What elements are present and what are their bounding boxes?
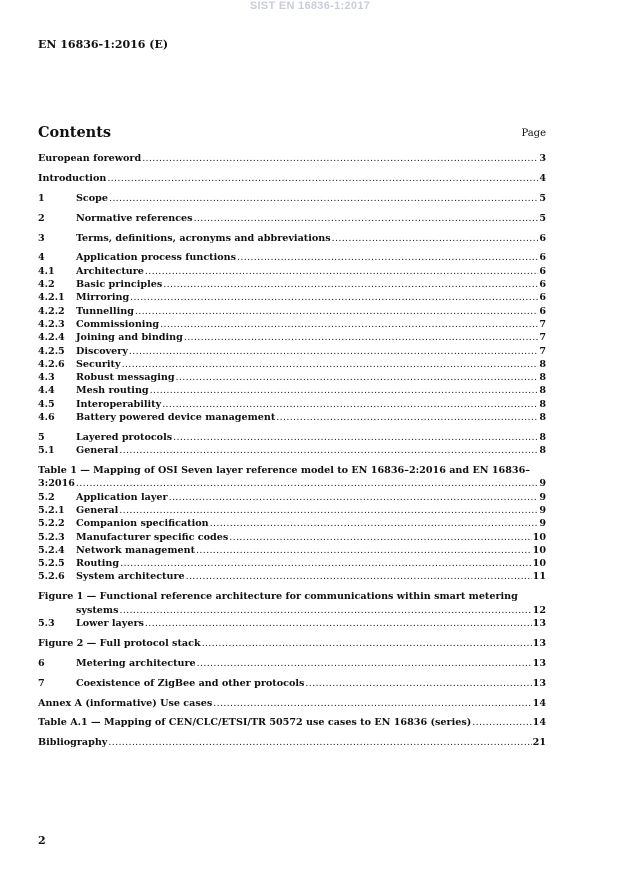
toc-entry-title: Manufacturer specific codes [76, 531, 229, 543]
toc-entry-page: 7 [539, 318, 546, 330]
toc-entry-number: 5.2.6 [38, 571, 65, 583]
toc-leader-dots [472, 716, 531, 729]
toc-entry-title: Application layer [76, 491, 168, 503]
toc-entry-number: 4.2.6 [38, 358, 65, 370]
toc-entry[interactable] [38, 251, 546, 264]
toc-entry[interactable] [38, 265, 546, 278]
toc-entry-page: 6 [539, 292, 546, 304]
toc-entry[interactable] [38, 570, 546, 583]
toc-leader-dots [176, 371, 539, 384]
toc-leader-dots [119, 444, 538, 457]
toc-entry[interactable] [38, 504, 546, 517]
toc-entry-page: 5 [539, 192, 546, 204]
toc-entry-number: 4.1 [38, 265, 55, 277]
toc-entry[interactable] [38, 544, 546, 557]
toc-entry-title: Terms, definitions, acronyms and abbreviations [76, 232, 331, 244]
toc-entry-page: 10 [532, 558, 546, 570]
toc-entry-page: 14 [532, 697, 546, 709]
toc-entry-page: 8 [539, 398, 546, 410]
toc-entry[interactable] [38, 291, 546, 304]
toc-leader-dots [196, 544, 532, 557]
toc-leader-dots [210, 517, 539, 530]
toc-entry-title: Scope [76, 192, 108, 204]
toc-entry[interactable] [38, 384, 546, 397]
toc-entry-number: 5.2.4 [38, 544, 65, 556]
toc-entry-page: 5 [539, 212, 546, 224]
toc-leader-dots [122, 358, 539, 371]
toc-leader-dots [120, 557, 532, 570]
toc-entry-page: 12 [532, 604, 546, 616]
toc-entry-number: 7 [38, 677, 45, 689]
toc-entry-title: Introduction [38, 172, 107, 184]
toc-leader-dots [197, 657, 532, 670]
toc-entry-number: 4.2.3 [38, 318, 65, 330]
document-id: EN 16836-1:2016 (E) [38, 38, 169, 51]
toc-entry[interactable] [38, 331, 546, 344]
toc-entry-title-line1[interactable]: Figure 1 — Functional reference architecture for communications within smart metering [38, 591, 518, 603]
toc-entry-title: Mirroring [76, 292, 130, 304]
toc-entry-number: 3 [38, 232, 45, 244]
toc-leader-dots [130, 291, 538, 304]
toc-leader-dots [186, 570, 532, 583]
toc-entry-title: Normative references [76, 212, 193, 224]
toc-entry-number: 5.2.5 [38, 558, 65, 570]
toc-entry-page: 10 [532, 544, 546, 556]
toc-entry-number: 5.2.3 [38, 531, 65, 543]
toc-leader-dots [305, 677, 531, 690]
toc-leader-dots [237, 251, 538, 264]
toc-entry[interactable] [38, 431, 546, 444]
toc-leader-dots [184, 331, 538, 344]
toc-leader-dots [150, 384, 539, 397]
table-of-contents [38, 152, 546, 750]
toc-entry-page: 7 [539, 345, 546, 357]
toc-entry[interactable] [38, 152, 546, 165]
toc-entry-number: 4.2.4 [38, 332, 65, 344]
toc-entry-number: 4.2 [38, 279, 55, 291]
toc-entry[interactable] [38, 677, 546, 690]
toc-leader-dots [119, 504, 538, 517]
toc-entry-title: General [76, 445, 119, 457]
toc-entry-page: 6 [539, 305, 546, 317]
toc-entry-page: 3 [539, 153, 546, 164]
toc-entry-page: 11 [532, 571, 546, 583]
toc-entry-title: Routing [76, 558, 120, 570]
toc-entry-page: 4 [539, 172, 546, 184]
toc-entry[interactable] [38, 517, 546, 530]
toc-entry-page: 8 [539, 372, 546, 384]
toc-entry-page: 13 [532, 677, 546, 689]
toc-entry[interactable] [38, 192, 546, 205]
toc-entry-number: 5 [38, 431, 45, 443]
toc-entry[interactable] [38, 411, 546, 424]
page-column-label: Page [521, 128, 546, 139]
toc-leader-dots [163, 278, 538, 291]
toc-entry-title: Network management [76, 544, 196, 556]
toc-entry-page: 13 [532, 617, 546, 629]
toc-entry-title: Joining and binding [76, 332, 183, 344]
toc-leader-dots [202, 637, 532, 650]
toc-entry[interactable] [38, 172, 546, 185]
toc-leader-dots [213, 697, 531, 710]
toc-leader-dots [108, 736, 531, 749]
toc-entry-page: 10 [532, 531, 546, 543]
toc-entry-title: Robust messaging [76, 372, 175, 384]
toc-entry-number: 5.2.1 [38, 504, 65, 516]
toc-entry-page: 21 [532, 737, 546, 749]
toc-leader-dots [229, 531, 531, 544]
toc-entry[interactable] [38, 736, 546, 749]
toc-entry-title: Bibliography [38, 737, 108, 749]
page-number: 2 [38, 834, 46, 847]
toc-entry-page: 8 [539, 445, 546, 457]
toc-entry-number: 2 [38, 212, 45, 224]
toc-entry-title: Lower layers [76, 617, 144, 629]
toc-entry[interactable] [38, 531, 546, 544]
toc-entry-page: 9 [539, 491, 546, 503]
toc-entry-page: 6 [539, 265, 546, 277]
toc-entry[interactable] [38, 477, 546, 490]
toc-entry-title: Table A.1 — Mapping of CEN/CLC/ETSI/TR 50572 use cases to EN 16836 (series) [38, 717, 472, 729]
toc-entry-page: 9 [539, 518, 546, 530]
toc-leader-dots [129, 345, 538, 358]
toc-entry-title: Annex A (informative) Use cases [38, 697, 213, 709]
toc-entry[interactable] [38, 637, 546, 650]
toc-entry-title: Basic principles [76, 279, 163, 291]
toc-entry-number: 4.2.5 [38, 345, 65, 357]
toc-entry-number: 4.5 [38, 398, 55, 410]
toc-leader-dots [145, 617, 532, 630]
toc-leader-dots [194, 212, 539, 225]
toc-entry[interactable] [38, 604, 546, 617]
toc-entry-title: Tunnelling [76, 305, 134, 317]
toc-leader-dots [169, 491, 539, 504]
toc-entry-page: 8 [539, 431, 546, 443]
toc-entry-title: System architecture [76, 571, 185, 583]
toc-entry-number: 4 [38, 252, 45, 264]
toc-entry-number: 6 [38, 657, 45, 669]
toc-entry-title: Application process functions [76, 252, 237, 264]
toc-entry-number: 4.3 [38, 372, 55, 384]
toc-entry-number: 4.2.1 [38, 292, 65, 304]
toc-entry[interactable] [38, 318, 546, 331]
watermark: SIST EN 16836-1:2017 [249, 0, 371, 12]
toc-entry[interactable] [38, 697, 546, 710]
toc-entry-number: 5.2 [38, 491, 55, 503]
toc-leader-dots [76, 477, 538, 490]
toc-entry-page: 13 [532, 637, 546, 649]
toc-entry-title: Commissioning [76, 318, 160, 330]
toc-entry[interactable] [38, 305, 546, 318]
toc-leader-dots [332, 232, 539, 245]
toc-leader-dots [160, 318, 538, 331]
toc-entry[interactable] [38, 371, 546, 384]
contents-heading: Contents [38, 124, 112, 141]
toc-leader-dots [145, 265, 538, 278]
toc-entry-title: European foreword [38, 153, 142, 164]
toc-entry-title: Discovery [76, 345, 128, 357]
toc-entry-title: Battery powered device management [76, 412, 276, 424]
toc-entry[interactable] [38, 716, 546, 729]
toc-entry-title: Interoperability [76, 398, 162, 410]
toc-entry[interactable] [38, 212, 546, 225]
toc-leader-dots [119, 604, 531, 617]
toc-entry[interactable] [38, 345, 546, 358]
toc-entry-title: Layered protocols [76, 431, 173, 443]
toc-entry-page: 6 [539, 232, 546, 244]
toc-entry-page: 7 [539, 332, 546, 344]
toc-entry-page: 8 [539, 385, 546, 397]
toc-entry[interactable] [38, 617, 546, 630]
toc-entry-title: systems [76, 604, 119, 616]
toc-entry-title: Mesh routing [76, 385, 149, 397]
toc-entry-page: 8 [539, 412, 546, 424]
toc-entry-number: 5.2.2 [38, 518, 65, 530]
toc-entry-number: 4.6 [38, 412, 55, 424]
toc-entry-page: 9 [539, 504, 546, 516]
toc-leader-dots [142, 152, 538, 165]
toc-entry-number: 5.1 [38, 445, 55, 457]
toc-entry-title: Architecture [76, 265, 144, 277]
toc-entry-page: 13 [532, 657, 546, 669]
toc-entry-title: 3:2016 [38, 478, 75, 490]
toc-leader-dots [162, 398, 538, 411]
toc-entry-number: 4.2.2 [38, 305, 65, 317]
toc-entry-title: Coexistence of ZigBee and other protocols [76, 677, 305, 689]
toc-entry-number: 1 [38, 192, 45, 204]
toc-leader-dots [276, 411, 538, 424]
toc-entry-page: 9 [539, 478, 546, 490]
toc-entry-title: Figure 2 — Full protocol stack [38, 637, 201, 649]
toc-entry-title: Metering architecture [76, 657, 196, 669]
toc-entry-page: 8 [539, 358, 546, 370]
toc-entry[interactable] [38, 358, 546, 371]
toc-entry-page: 6 [539, 279, 546, 291]
toc-leader-dots [109, 192, 538, 205]
toc-entry[interactable] [38, 491, 546, 504]
toc-entry[interactable] [38, 657, 546, 670]
toc-entry[interactable] [38, 557, 546, 570]
toc-leader-dots [173, 431, 538, 444]
toc-entry[interactable] [38, 444, 546, 457]
toc-entry-number: 5.3 [38, 617, 55, 629]
toc-entry-number: 4.4 [38, 385, 55, 397]
toc-leader-dots [107, 172, 538, 185]
toc-entry[interactable] [38, 278, 546, 291]
toc-leader-dots [135, 305, 538, 318]
toc-entry-page: 6 [539, 252, 546, 264]
toc-entry[interactable] [38, 232, 546, 245]
toc-entry-title: Security [76, 358, 121, 370]
toc-entry-title: Companion specification [76, 518, 209, 530]
toc-entry[interactable] [38, 398, 546, 411]
toc-entry-page: 14 [532, 717, 546, 729]
toc-entry-title-line1[interactable]: Table 1 — Mapping of OSI Seven layer reference model to EN 16836–2:2016 and EN 16836– [38, 465, 531, 477]
toc-entry-title: General [76, 504, 119, 516]
